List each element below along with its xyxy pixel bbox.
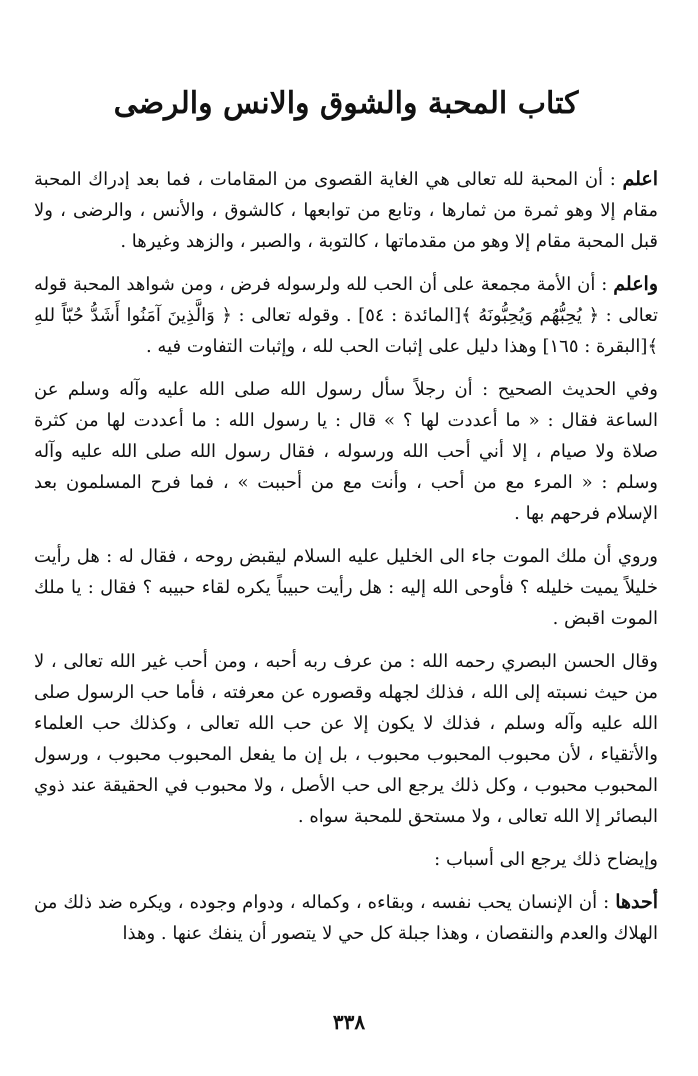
paragraph-6 [34,844,658,875]
paragraph-7-lead: أحدها [615,891,658,913]
paragraph-1-lead: اعلم [622,168,658,190]
paragraph-3-text: وفي الحديث الصحيح : أن رجلاً سأل رسول الله صلى الله عليه وآله وسلم عن الساعة فقال : « ما أعددت لها ؟ » قال : يا رسول الله : ما أعددت لها من كثرة صلاة ولا صيام ، إلا أني أحب الله ورسوله ، فقال رسول الله صلى الله عليه وآله وسلم : « المرء مع من أحب ، وأنت مع من أحببت » ، فما فرح المسلمون بعد الإسلام فرحهم بها . [34,379,658,524]
paragraph-6-text: وإيضاح ذلك يرجع الى أسباب : [434,849,658,870]
paragraph-7 [34,887,658,949]
paragraph-3 [34,374,658,529]
paragraph-4-text: وروي أن ملك الموت جاء الى الخليل عليه السلام ليقبض روحه ، فقال له : هل رأيت خليلاً يميت خليله ؟ فأوحى الله إليه : هل رأيت حبيباً يكره لقاء حبيبه ؟ فقال : يا ملك الموت اقبض . [34,546,658,629]
paragraph-2-text: : أن الأمة مجمعة على أن الحب لله ولرسوله فرض ، ومن شواهد المحبة قوله تعالى : ﴿ يُحِبُّهُم وَيُحِبُّونَهُ ﴾[المائدة : ٥٤] . وقوله تعالى : ﴿ وَالَّذِينَ آمَنُوا أَشَدُّ حُبّاً للهِ ﴾[البقرة : ١٦٥] وهذا دليل على إثبات الحب لله ، وإثبات التفاوت فيه . [34,274,658,357]
paragraph-5 [34,646,658,832]
chapter-title: كتاب المحبة والشوق والانس والرضى [113,86,579,121]
paragraph-2 [34,269,658,362]
paragraph-7-text: : أن الإنسان يحب نفسه ، وبقاءه ، وكماله ، ودوام وجوده ، ويكره ضد ذلك من الهلاك والعدم والنقصان ، وهذا جبلة كل حي لا يتصور أن ينفك عنها . وهذا [34,892,658,944]
page-number: ٣٣٨ [332,1010,366,1034]
paragraph-1 [34,164,658,257]
paragraph-5-text: وقال الحسن البصري رحمه الله : من عرف ربه أحبه ، ومن أحب غير الله تعالى ، لا من حيث نسبته إلى الله ، فذلك لجهله وقصوره عن معرفته ، فأما حب الرسول صلى الله عليه وآله وسلم ، فذلك لا يكون إلا عن حب الله تعالى ، وكذلك حب العلماء والأتقياء ، لأن محبوب المحبوب محبوب ، بل إن ما يفعل المحبوب محبوب ، ورسول المحبوب محبوب ، وكل ذلك يرجع الى حب الأصل ، ولا محبوب في الحقيقة عند ذوي البصائر إلا الله تعالى ، ولا مستحق للمحبة سواه . [34,651,658,827]
paragraph-2-lead: واعلم [613,273,658,295]
paragraph-4 [34,541,658,634]
paragraph-1-text: : أن المحبة لله تعالى هي الغاية القصوى من المقامات ، فما بعد إدراك المحبة مقام إلا وهو ثمرة من ثمارها ، وتابع من توابعها ، كالشوق ، والأنس ، والرضى ، ولا قبل المحبة مقام إلا وهو من مقدماتها ، كالتوبة ، والصبر ، والزهد وغيرها . [34,169,658,252]
